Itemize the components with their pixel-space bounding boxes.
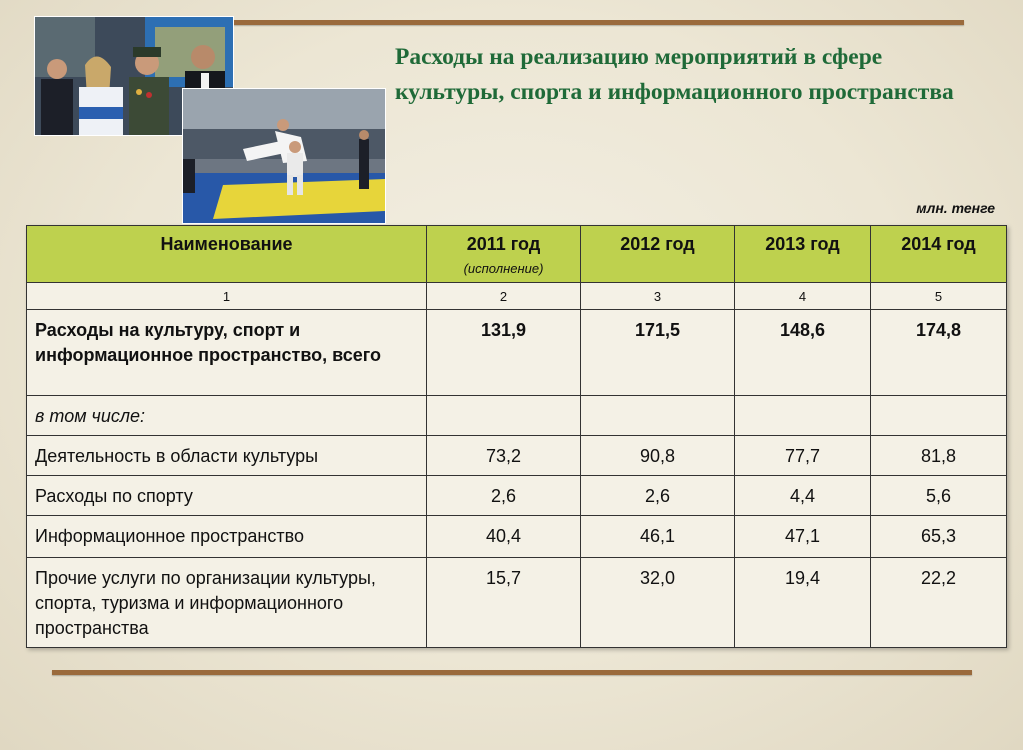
cell-value: 77,7 [735, 436, 871, 476]
including-label: в том числе: [27, 396, 427, 436]
table-row [27, 516, 1007, 558]
column-number: 3 [581, 283, 735, 310]
table-row [27, 436, 1007, 476]
row-name: Деятельность в области культуры [27, 436, 427, 476]
cell-value: 81,8 [871, 436, 1007, 476]
cell-value: 32,0 [581, 558, 735, 648]
header-2013: 2013 год [735, 226, 871, 283]
cell-value: 2,6 [427, 476, 581, 516]
column-number: 5 [871, 283, 1007, 310]
cell-value: 19,4 [735, 558, 871, 648]
header-2014: 2014 год [871, 226, 1007, 283]
top-divider [232, 20, 964, 25]
unit-label: млн. тенге [916, 200, 995, 216]
cell-value: 22,2 [871, 558, 1007, 648]
column-number-row [27, 283, 1007, 310]
including-row [27, 396, 1007, 436]
table-row [27, 476, 1007, 516]
column-number: 2 [427, 283, 581, 310]
cell-value: 131,9 [427, 310, 581, 396]
header-2011: 2011 год (исполнение) [427, 226, 581, 283]
cell-value: 73,2 [427, 436, 581, 476]
cell-value: 15,7 [427, 558, 581, 648]
judo-photo [182, 88, 386, 224]
row-name: Информационное пространство [27, 516, 427, 558]
cell-value: 46,1 [581, 516, 735, 558]
cell-value: 4,4 [735, 476, 871, 516]
cell-value: 174,8 [871, 310, 1007, 396]
row-name: Прочие услуги по организации культуры, спорта, туризма и информационного пространства [27, 558, 427, 648]
header-2012: 2012 год [581, 226, 735, 283]
header-2011-note: (исполнение) [463, 261, 544, 276]
header-name: Наименование [27, 226, 427, 283]
cell-value: 5,6 [871, 476, 1007, 516]
expenses-table [26, 225, 1007, 648]
table-header-row [27, 226, 1007, 283]
bottom-divider [52, 670, 972, 675]
cell-value: 47,1 [735, 516, 871, 558]
row-name: Расходы на культуру, спорт и информационное пространство, всего [27, 310, 427, 396]
total-row [27, 310, 1007, 396]
cell-value: 40,4 [427, 516, 581, 558]
row-name: Расходы по спорту [27, 476, 427, 516]
column-number: 4 [735, 283, 871, 310]
cell-value: 90,8 [581, 436, 735, 476]
page-title: Расходы на реализацию мероприятий в сфере культуры, спорта и информационного пространства [395, 44, 954, 105]
cell-value: 2,6 [581, 476, 735, 516]
cell-value: 65,3 [871, 516, 1007, 558]
cell-value: 171,5 [581, 310, 735, 396]
column-number: 1 [27, 283, 427, 310]
cell-value: 148,6 [735, 310, 871, 396]
table-row [27, 558, 1007, 648]
